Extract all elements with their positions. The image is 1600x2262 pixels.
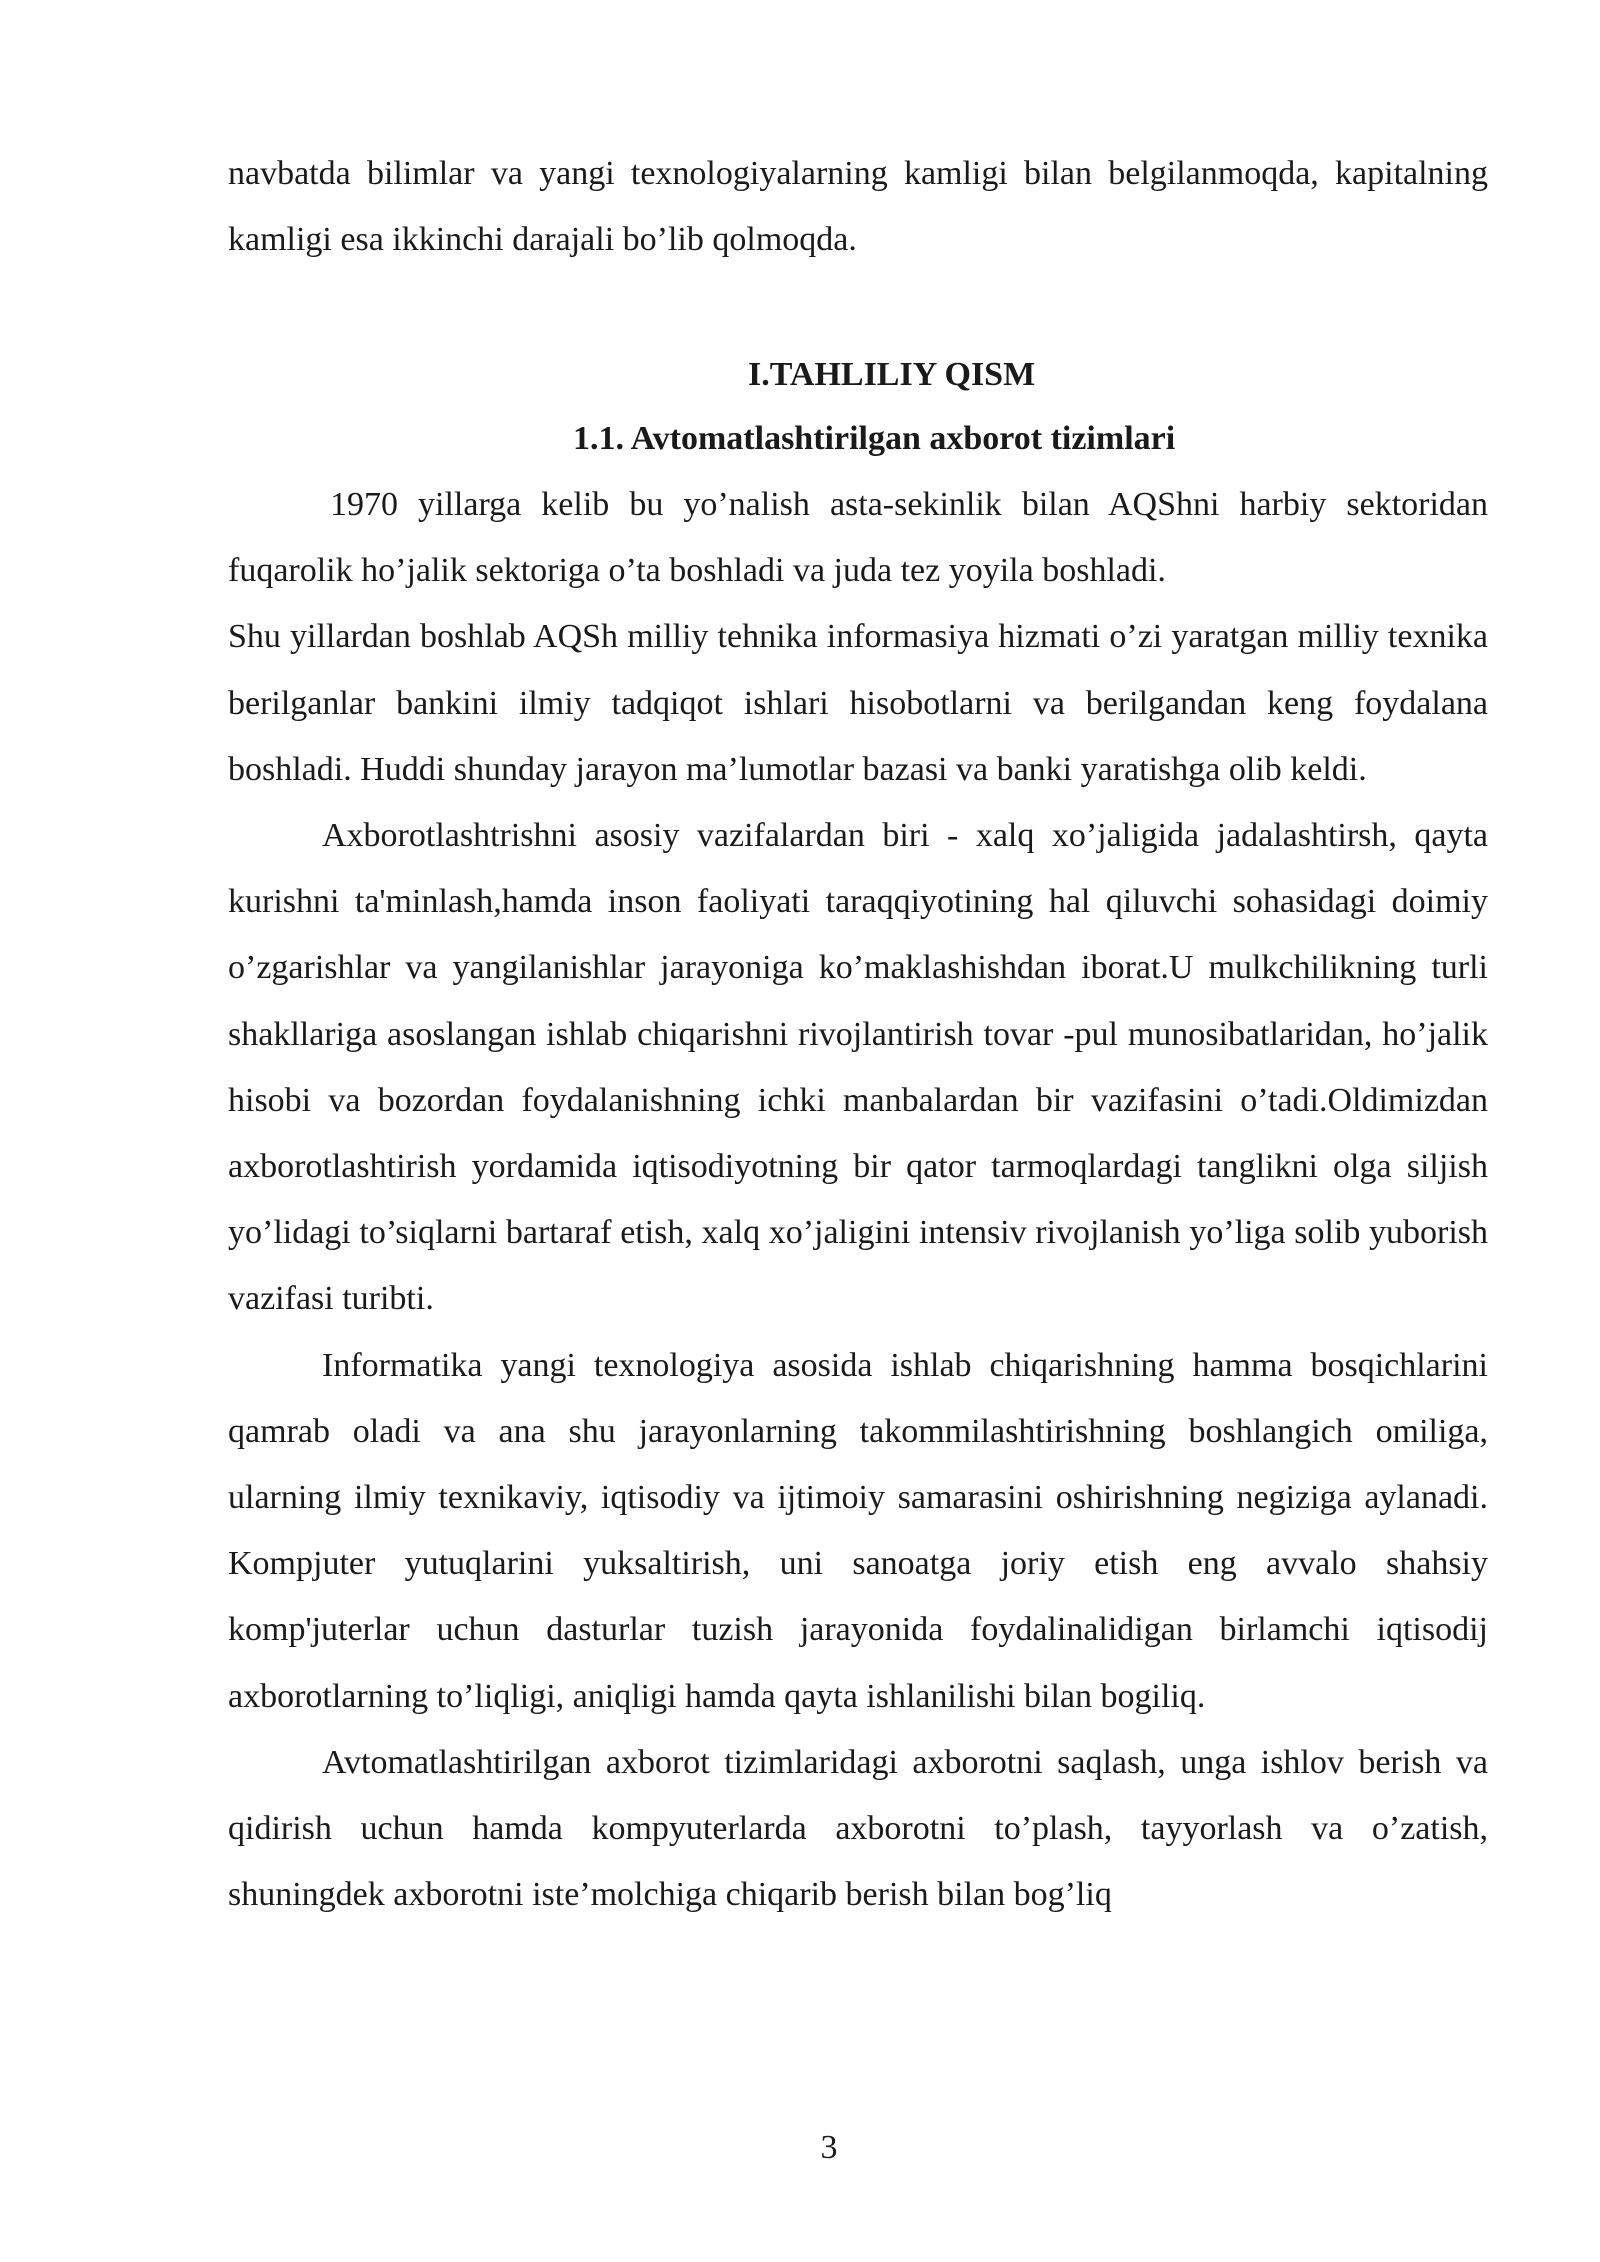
paragraph-informatika: Informatika yangi texnologiya asosida ishlab chiqarishning hamma bosqichlarini qamrab oladi va ana shu jarayonlarning takommilashtirishning boshlangich omiliga, ularning ilmiy texnikaviy, iqtisodiy va ijtimoiy samarasini oshirishning negiziga aylanadi. Kompjuter yutuqlarini yuksaltirish, uni sanoatga joriy etish eng avvalo shahsiy komp'juterlar uchun dasturlar tuzish jarayonida foydalinalidigan birlamchi iqtisodij axborotlarning to’liqligi, aniqligi hamda qayta ishlanilishi bilan bogiliq.: [228, 1346, 1488, 1715]
paragraph-1970: 1970 yillarga kelib bu yo’nalish asta-sekinlik bilan AQShni harbiy sektoridan fuqarolik ho’jalik sektoriga o’ta boshladi va juda tez yoyila boshladi.: [228, 486, 1488, 590]
page-number: 3: [820, 2129, 838, 2166]
paragraph-aqsh: Shu yillardan boshlab AQSh milliy tehnika informasiya hizmati o’zi yaratgan milliy texnika berilganlar bankini ilmiy tadqiqot ishlari hisobotlarni va berilgandan keng foydalana boshladi. Huddi shunday jarayon ma’lumotlar bazasi va banki yaratishga olib keldi.: [228, 618, 1488, 788]
body-text: [228, 472, 1488, 1928]
part-heading: I.TAHLILIY QISM: [748, 356, 1036, 393]
section-heading: 1.1. Avtomatlashtirilgan axborot tizimlari: [573, 420, 1176, 457]
continuation-paragraph: navbatda bilimlar va yangi texnologiyalarning kamligi bilan belgilanmoqda, kapitalning kamligi esa ikkinchi darajali bo’lib qolmoqda.: [228, 155, 1488, 259]
heading-group: [228, 343, 1488, 471]
paragraph-avtomatlashtirilgan: Avtomatlashtirilgan axborot tizimlaridagi axborotni saqlash, unga ishlov berish va qidirish uchun hamda kompyuterlarda axborotni to’plash, tayyorlash va o’zatish, shuningdek axborotni iste’molchiga chiqarib berish bilan bog’liq: [228, 1743, 1488, 1914]
paragraph-axborotlashtirish: Axborotlashtrishni asosiy vazifalardan biri - xalq xo’jaligida jadalashtirsh, qayta kurishni ta'minlash,hamda inson faoliyati taraqqiyotining hal qiluvchi sohasidagi doimiy o’zgarishlar va yangilanishlar jarayoniga ko’maklashishdan iborat.U mulkchilikning turli shakllariga asoslangan ishlab chiqarishni rivojlantirish tovar -pul munosibatlaridan, ho’jalik hisobi va bozordan foydalanishning ichki manbalardan bir vazifasini o’tadi.Oldimizdan axborotlashtirish yordamida iqtisodiyotning bir qator tarmoqlardagi tanglikni olga siljish yo’lidagi to’siqlarni bartaraf etish, xalq xo’jaligini intensiv rivojlanish yo’liga solib yuborish vazifasi turibti.: [228, 817, 1488, 1318]
